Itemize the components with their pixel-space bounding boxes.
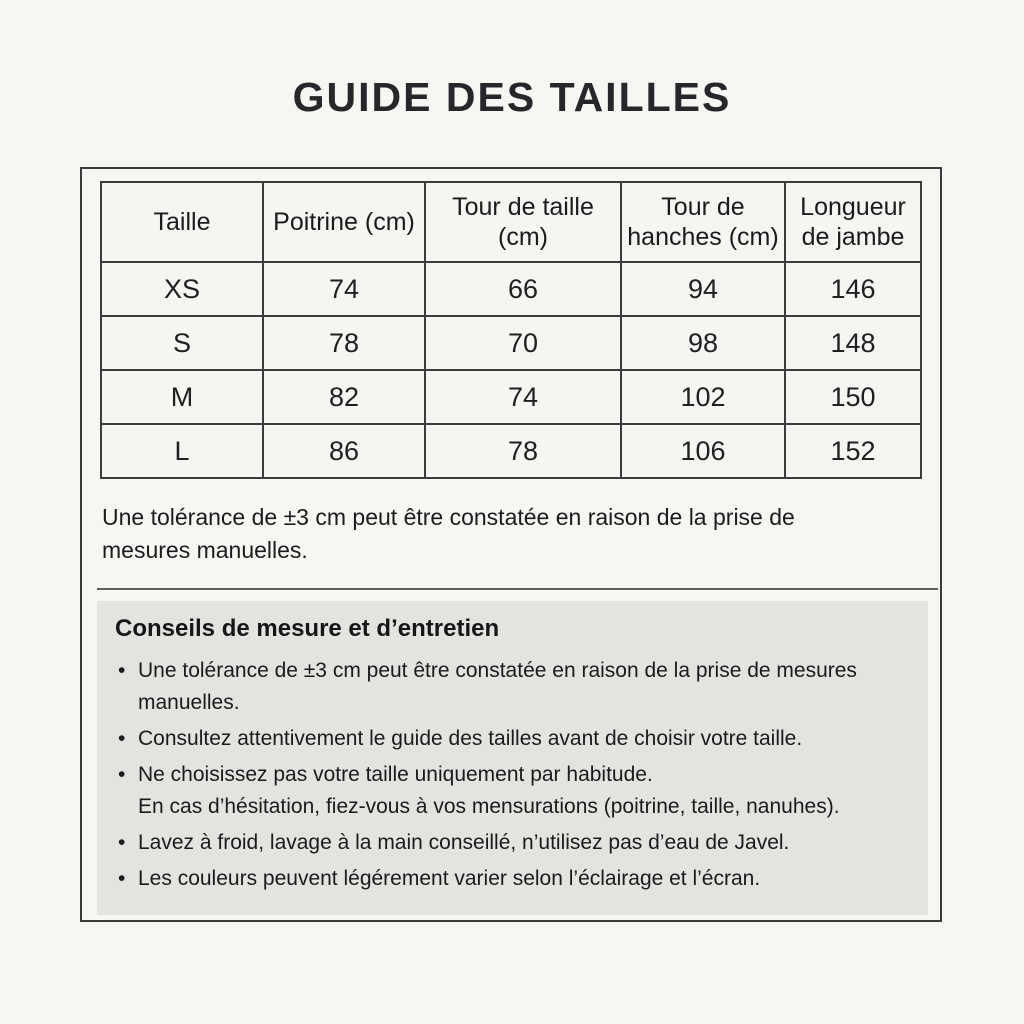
measure-cell: 70 bbox=[425, 316, 621, 370]
bullet-dot-icon: • bbox=[118, 867, 126, 891]
header-cell-tour-de-hanches: Tour de hanches (cm) bbox=[621, 182, 785, 262]
list-item-text: Consultez attentivement le guide des tailles avant de choisir votre taille. bbox=[138, 727, 803, 751]
measure-cell: 106 bbox=[621, 424, 785, 478]
page-title: GUIDE DES TAILLES bbox=[292, 74, 732, 120]
bullet-dot-icon: • bbox=[118, 763, 126, 787]
list-item bbox=[115, 723, 908, 755]
header-cell-tour-de-taille: Tour de taille (cm) bbox=[425, 182, 621, 262]
header-cell-taille: Taille bbox=[101, 182, 263, 262]
measure-cell: 74 bbox=[425, 370, 621, 424]
table-row bbox=[101, 370, 921, 424]
measure-cell: 86 bbox=[263, 424, 425, 478]
measure-cell: 66 bbox=[425, 262, 621, 316]
list-item-text: Ne choisissez pas votre taille uniquement par habitude. bbox=[138, 763, 653, 787]
size-cell: XS bbox=[101, 262, 263, 316]
bullet-dot-icon: • bbox=[118, 727, 126, 751]
size-cell: S bbox=[101, 316, 263, 370]
list-item bbox=[115, 863, 908, 895]
measure-cell: 152 bbox=[785, 424, 921, 478]
measure-cell: 98 bbox=[621, 316, 785, 370]
list-item bbox=[115, 759, 908, 823]
measure-cell: 78 bbox=[263, 316, 425, 370]
list-item bbox=[115, 655, 908, 719]
size-table bbox=[100, 181, 922, 479]
measure-cell: 148 bbox=[785, 316, 921, 370]
list-item-text: Lavez à froid, lavage à la main conseillé, n’utilisez pas d’eau de Javel. bbox=[138, 831, 790, 855]
size-cell: L bbox=[101, 424, 263, 478]
bullet-dot-icon: • bbox=[118, 659, 126, 683]
advice-panel bbox=[97, 601, 928, 915]
advice-heading: Conseils de mesure et d’entretien bbox=[115, 615, 500, 643]
bullet-dot-icon: • bbox=[118, 831, 126, 855]
list-item bbox=[115, 827, 908, 859]
section-divider bbox=[97, 588, 938, 590]
advice-list bbox=[115, 655, 908, 895]
table-row bbox=[101, 424, 921, 478]
list-item-text-line2: En cas d’hésitation, fiez-vous à vos mensurations (poitrine, taille, nanuhes). bbox=[138, 795, 840, 819]
measure-cell: 150 bbox=[785, 370, 921, 424]
measure-cell: 102 bbox=[621, 370, 785, 424]
header-cell-longueur-de-jambe: Longueur de jambe bbox=[785, 182, 921, 262]
size-guide-panel bbox=[80, 167, 942, 922]
table-row bbox=[101, 316, 921, 370]
measure-cell: 78 bbox=[425, 424, 621, 478]
measure-cell: 94 bbox=[621, 262, 785, 316]
tolerance-note: Une tolérance de ±3 cm peut être constatée en raison de la prise de mesures manuelles. bbox=[102, 504, 795, 563]
size-cell: M bbox=[101, 370, 263, 424]
table-header-row bbox=[101, 182, 921, 262]
measure-cell: 146 bbox=[785, 262, 921, 316]
header-cell-poitrine: Poitrine (cm) bbox=[263, 182, 425, 262]
measure-cell: 82 bbox=[263, 370, 425, 424]
measure-cell: 74 bbox=[263, 262, 425, 316]
list-item-text: Les couleurs peuvent légérement varier selon l’éclairage et l’écran. bbox=[138, 867, 761, 891]
table-row bbox=[101, 262, 921, 316]
list-item-text: Une tolérance de ±3 cm peut être constatée en raison de la prise de mesures manuelles. bbox=[138, 659, 857, 715]
